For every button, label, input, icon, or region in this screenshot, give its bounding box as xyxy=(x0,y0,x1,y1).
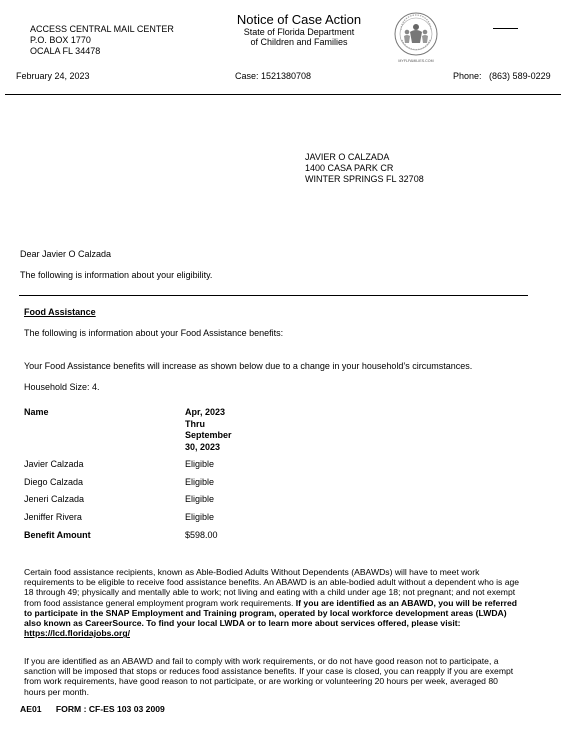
column-header-name: Name xyxy=(24,407,49,417)
section-intro: The following is information about your Food Assistance benefits: xyxy=(24,328,284,338)
recipient-street: 1400 CASA PARK CR xyxy=(305,163,394,173)
department-line: of Children and Families xyxy=(250,37,348,47)
sender-line: OCALA FL 34478 xyxy=(30,46,101,56)
period-line: 30, 2023 xyxy=(185,441,221,452)
benefit-row xyxy=(24,530,324,540)
member-status: Eligible xyxy=(185,494,215,504)
sender-line: P.O. BOX 1770 xyxy=(30,35,91,45)
column-header-period xyxy=(185,407,255,453)
period-line: September xyxy=(185,430,232,440)
member-name: Jeniffer Rivera xyxy=(24,512,82,522)
sender-address xyxy=(30,24,174,57)
careersource-link[interactable]: https://lcd.floridajobs.org/ xyxy=(24,628,130,639)
seal-text: MYFLFAMILIES.COM xyxy=(398,59,434,63)
member-status: Eligible xyxy=(185,477,215,487)
period-line: Thru xyxy=(185,418,205,429)
recipient-city: WINTER SPRINGS FL 32708 xyxy=(305,174,424,184)
sanction-paragraph: If you are identified as an ABAWD and fail to comply with work requirements, or do not have good reason not to participate, a sanction will be imposed that stops or reduces food assistance benefits. If your case is closed, you can reapply if you are exempt from work requirements, have good reason to not participate, or are working or volunteering 20 hours per week, averaged 80 hours per month. xyxy=(24,656,514,697)
benefit-change-text: Your Food Assistance benefits will increase as shown below due to a change in your household’s circumstances. xyxy=(24,361,473,371)
table-row xyxy=(24,477,324,487)
notice-date: February 24, 2023 xyxy=(16,71,90,81)
phone-number: (863) 589-0229 xyxy=(489,71,551,81)
table-row xyxy=(24,459,324,469)
header-divider xyxy=(5,94,561,95)
header-dash xyxy=(493,28,518,29)
salutation: Dear Javier O Calzada xyxy=(20,249,112,259)
footer-code: AE01 xyxy=(20,704,42,714)
recipient-address xyxy=(305,152,424,185)
footer xyxy=(20,705,165,715)
abawd-text: Certain food assistance recipients, known as Able-Bodied Adults Without Dependents (ABAWDs) will have to meet work requirements to be eligible to receive food assistance benefits. An ABAWD is an able-bodied adult without a dependent who is age 18 through 49; physically and mentally able to work; not living and eating with a child under age 18; not pregnant; and not exempt from food assistance general employment program work requirements. xyxy=(24,567,520,608)
household-size: Household Size: 4. xyxy=(24,382,100,392)
notice-title: Notice of Case Action xyxy=(236,12,362,27)
section-divider xyxy=(19,295,528,296)
member-name: Jeneri Calzada xyxy=(24,494,85,504)
member-status: Eligible xyxy=(185,512,215,522)
case-number: Case: 1521380708 xyxy=(235,71,312,81)
period-line: Apr, 2023 xyxy=(185,407,226,417)
department-line: State of Florida Department xyxy=(243,27,355,37)
member-name: Javier Calzada xyxy=(24,459,84,469)
intro-text: The following is information about your eligibility. xyxy=(20,270,213,280)
phone-label: Phone: xyxy=(453,71,482,81)
table-row xyxy=(24,512,324,522)
sender-line: ACCESS CENTRAL MAIL CENTER xyxy=(30,24,174,34)
abawd-bold-text: If you are identified as an ABAWD, you will be referred to participate in the SNAP Employment and Training program, operated by local workforce development areas (LWDA) also known as CareerSource. To find your local LWDA or to learn more about services offered, please visit: xyxy=(24,597,518,629)
phone-line xyxy=(453,71,551,81)
table-row xyxy=(24,494,324,504)
recipient-name: JAVIER O CALZADA xyxy=(305,152,390,162)
benefit-label: Benefit Amount xyxy=(24,530,91,540)
form-number: FORM : CF-ES 103 03 2009 xyxy=(55,704,165,714)
member-status: Eligible xyxy=(185,459,215,469)
benefit-amount: $598.00 xyxy=(185,530,218,540)
notice-header xyxy=(230,12,368,47)
member-name: Diego Calzada xyxy=(24,477,84,487)
section-title: Food Assistance xyxy=(24,307,96,317)
abawd-paragraph xyxy=(24,567,520,638)
department-seal-icon xyxy=(392,10,440,64)
